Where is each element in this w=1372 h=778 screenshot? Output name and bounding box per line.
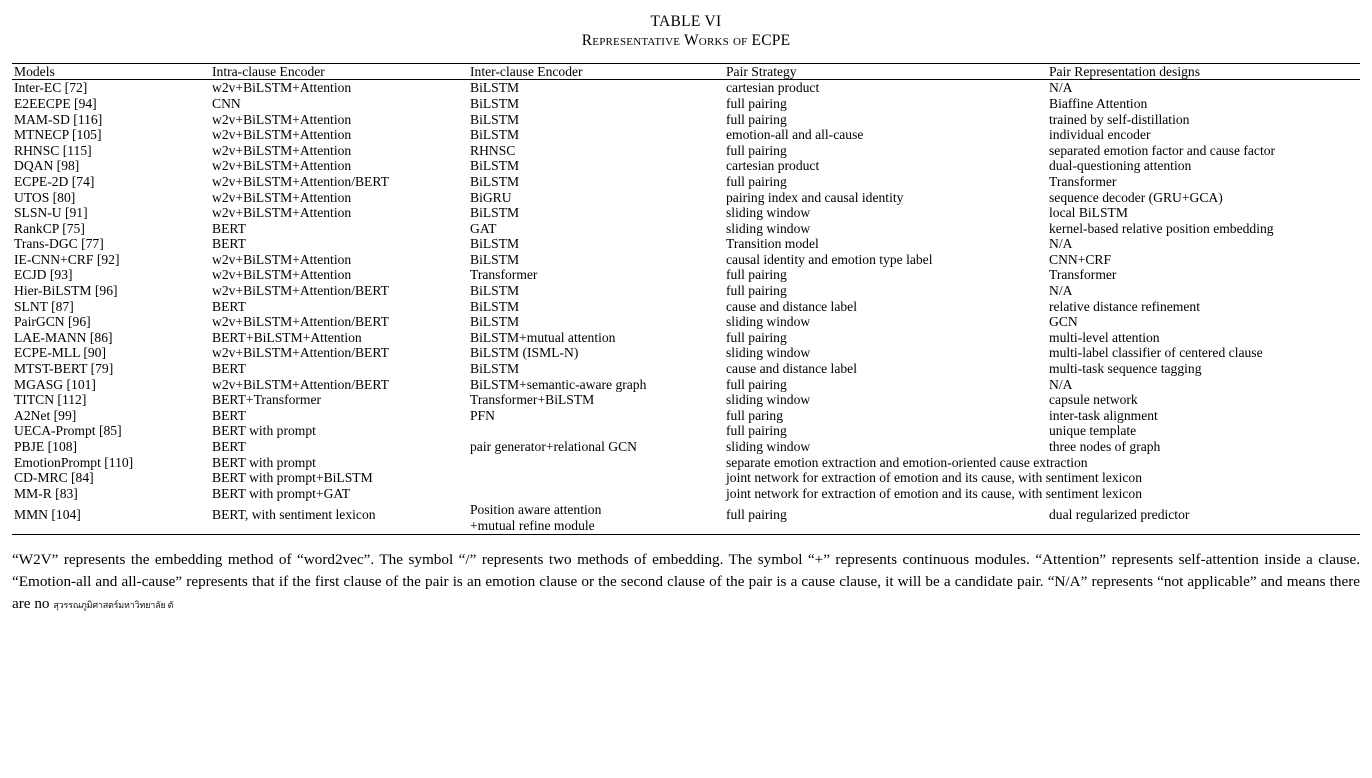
cell-merged-encoder: BERT with prompt [212, 423, 316, 439]
table-row [12, 377, 1360, 393]
cell-intra: BERT [212, 220, 246, 236]
cell-pair: full pairing [726, 376, 787, 392]
cell-intra: BERT [212, 298, 246, 314]
cell-model: MAM-SD [116] [14, 111, 103, 127]
cell-inter: BiLSTM [470, 95, 520, 111]
cell-inter: PFN [470, 407, 495, 423]
cell-inter: BiLSTM [470, 314, 520, 330]
cell-repr: Transformer [1049, 173, 1117, 189]
cell-model: DQAN [98] [14, 158, 80, 174]
cell-inter: Transformer [470, 267, 538, 283]
cell-inter: BiLSTM [470, 251, 520, 267]
cell-intra: w2v+BiLSTM+Attention [210, 80, 468, 96]
cell-pair: full pairing [726, 329, 787, 345]
table-caption [0, 12, 1372, 51]
cell-repr: three nodes of graph [1049, 439, 1161, 454]
cell-intra: CNN [212, 95, 241, 111]
table-row [12, 143, 1360, 159]
cell-intra: BERT, with sentiment lexicon [210, 501, 468, 534]
table-row [12, 80, 1360, 96]
cell-intra: w2v+BiLSTM+Attention [212, 127, 352, 143]
cell-repr: N/A [1049, 376, 1073, 392]
cell-pair: pairing index and causal identity [726, 189, 904, 205]
column-header-inter-clause-encoder: Inter-clause Encoder [468, 63, 724, 80]
page [0, 12, 1372, 778]
cell-pair: full pairing [724, 501, 1047, 534]
table-footnote [12, 549, 1360, 615]
cell-inter: GAT [470, 220, 497, 236]
cell-merged-encoder: BERT with prompt [212, 454, 316, 470]
cell-inter-line2: +mutual refine module [470, 517, 595, 533]
table-row [12, 392, 1360, 408]
cell-model: ECPE-MLL [90] [14, 345, 106, 361]
cell-pair: sliding window [726, 205, 811, 221]
table-row [12, 361, 1360, 377]
cell-repr: capsule network [1049, 392, 1138, 408]
cell-model: A2Net [99] [14, 407, 77, 423]
cell-intra: w2v+BiLSTM+Attention [212, 205, 352, 221]
cell-model: MMN [104] [12, 501, 210, 534]
cell-intra: BERT+Transformer [212, 392, 322, 408]
cell-model: RankCP [75] [14, 220, 85, 236]
cell-repr: trained by self-distillation [1049, 111, 1190, 127]
cell-intra: w2v+BiLSTM+Attention/BERT [212, 345, 389, 361]
cell-intra: w2v+BiLSTM+Attention [212, 267, 352, 283]
cell-inter: BiLSTM [470, 361, 520, 377]
cell-intra: w2v+BiLSTM+Attention/BERT [212, 314, 389, 330]
cell-intra: w2v+BiLSTM+Attention [212, 111, 352, 127]
cell-model: UTOS [80] [14, 189, 76, 205]
cell-pair: cause and distance label [726, 361, 857, 377]
table-row [12, 174, 1360, 190]
cell-intra: BERT [212, 236, 246, 252]
table-body [12, 80, 1360, 534]
cell-pair: sliding window [726, 439, 811, 454]
cell-pair: full pairing [726, 283, 787, 299]
table-row [12, 486, 1360, 502]
cell-inter: BiLSTM [470, 205, 520, 221]
cell-repr: CNN+CRF [1049, 251, 1112, 267]
cell-repr: dual-questioning attention [1049, 158, 1192, 174]
cell-inter: BiLSTM [468, 80, 724, 96]
cell-pair: sliding window [726, 392, 811, 408]
cell-pair: full pairing [726, 173, 787, 189]
cell-model: PBJE [108] [14, 439, 78, 454]
table-title: Representative Works of ECPE [581, 32, 791, 50]
cell-intra: w2v+BiLSTM+Attention [212, 251, 352, 267]
cell-model: SLSN-U [91] [14, 205, 88, 221]
cell-repr: unique template [1049, 423, 1137, 439]
table-number: TABLE VI [650, 13, 722, 30]
cell-model: EmotionPrompt [110] [14, 454, 134, 470]
cell-intra: w2v+BiLSTM+Attention/BERT [212, 376, 389, 392]
cell-repr: Transformer [1049, 267, 1117, 283]
cell-inter: BiLSTM+mutual attention [470, 329, 616, 345]
table-row [12, 423, 1360, 439]
cell-inter: BiGRU [470, 189, 512, 205]
table-row [12, 96, 1360, 112]
cell-repr: multi-label classifier of centered clause [1049, 345, 1263, 361]
cell-inter: BiLSTM (ISML-N) [470, 345, 579, 361]
cell-model: MM-R [83] [14, 485, 78, 501]
cell-pair: cartesian product [724, 80, 1047, 96]
table-row [12, 501, 1360, 534]
representative-works-table [12, 63, 1360, 535]
cell-intra: BERT [212, 407, 246, 423]
cell-model: IE-CNN+CRF [92] [14, 251, 120, 267]
cell-merged-strategy: joint network for extraction of emotion and its cause, with sentiment lexicon [726, 485, 1143, 501]
cell-model: MTNECP [105] [14, 127, 102, 143]
table-row [12, 330, 1360, 346]
table-row [12, 408, 1360, 424]
cell-model: LAE-MANN [86] [14, 329, 113, 345]
cell-model: Hier-BiLSTM [96] [14, 283, 118, 299]
cell-pair: emotion-all and all-cause [726, 127, 864, 143]
table-row [12, 283, 1360, 299]
column-header-pair-representation-designs: Pair Representation designs [1047, 63, 1360, 80]
cell-pair: sliding window [726, 345, 811, 361]
cell-inter-line1: Position aware attention [470, 502, 602, 518]
table-row [12, 439, 1360, 455]
cell-intra: BERT [212, 439, 246, 454]
cell-inter: BiLSTM [470, 173, 520, 189]
cell-inter: BiLSTM [470, 236, 520, 252]
cell-intra: w2v+BiLSTM+Attention [212, 142, 352, 158]
cell-repr: local BiLSTM [1049, 205, 1128, 221]
cell-repr: GCN [1049, 314, 1078, 330]
footnote-tail-text: สุวรรณภูมิศาสตร์มหาวิทยาลัย ตั [53, 599, 174, 610]
table-row [12, 112, 1360, 128]
table-row [12, 470, 1360, 486]
cell-merged-strategy: joint network for extraction of emotion and its cause, with sentiment lexicon [726, 470, 1143, 486]
cell-repr: individual encoder [1049, 127, 1151, 143]
table-row [12, 299, 1360, 315]
cell-inter: BiLSTM [470, 283, 520, 299]
cell-inter: BiLSTM [470, 111, 520, 127]
table-row [12, 267, 1360, 283]
cell-repr: relative distance refinement [1049, 298, 1200, 314]
table-row [12, 190, 1360, 206]
cell-intra: w2v+BiLSTM+Attention/BERT [212, 283, 389, 299]
cell-model: CD-MRC [84] [14, 470, 94, 486]
footnote-text: “W2V” represents the embedding method of “word2vec”. The symbol “/” represents two methods of embedding. The symbol “+” represents continuous modules. “Attention” represents self-attention inside a clause. “Emotion-all and all-cause” represents that if the first clause of the pair is an emotion clause or the second clause of the pair is a cause clause, it will be a candidate pair. “N/A” represents “not applicable” and means there are no [12, 550, 1360, 612]
cell-repr: separated emotion factor and cause factor [1049, 142, 1276, 158]
table-row [12, 127, 1360, 143]
cell-pair: sliding window [726, 220, 811, 236]
table-row [12, 205, 1360, 221]
table-header [12, 63, 1360, 80]
cell-pair: full pairing [726, 111, 787, 127]
cell-repr: multi-level attention [1049, 329, 1160, 345]
cell-model: RHNSC [115] [14, 142, 92, 158]
cell-model: MGASG [101] [14, 376, 96, 392]
cell-inter: BiLSTM [470, 158, 520, 174]
cell-pair: full pairing [726, 423, 787, 439]
cell-repr: N/A [1049, 283, 1073, 299]
cell-model: Trans-DGC [77] [14, 236, 104, 252]
cell-intra: BERT+BiLSTM+Attention [212, 329, 362, 345]
cell-merged-encoder: BERT with prompt+BiLSTM [212, 470, 373, 486]
cell-pair: full pairing [726, 95, 787, 111]
cell-model: TITCN [112] [14, 392, 87, 408]
table-container [12, 63, 1360, 535]
cell-intra: w2v+BiLSTM+Attention [212, 189, 352, 205]
table-row [12, 221, 1360, 237]
cell-intra: BERT [212, 361, 246, 377]
cell-inter: pair generator+relational GCN [470, 439, 637, 454]
cell-merged-encoder: BERT with prompt+GAT [212, 485, 351, 501]
cell-inter: RHNSC [470, 142, 516, 158]
cell-inter: BiLSTM+semantic-aware graph [470, 376, 647, 392]
cell-model: ECJD [93] [14, 267, 73, 283]
cell-intra: w2v+BiLSTM+Attention/BERT [212, 173, 389, 189]
cell-merged-strategy: separate emotion extraction and emotion-oriented cause extraction [726, 454, 1088, 470]
cell-pair: cause and distance label [726, 298, 857, 314]
cell-model: MTST-BERT [79] [14, 361, 114, 377]
cell-pair: Transition model [726, 236, 819, 252]
table-row [12, 455, 1360, 471]
table-row [12, 236, 1360, 252]
cell-model: SLNT [87] [14, 298, 74, 314]
cell-repr: dual regularized predictor [1047, 501, 1360, 534]
cell-inter: BiLSTM [470, 298, 520, 314]
cell-inter: BiLSTM [470, 127, 520, 143]
cell-inter: Transformer+BiLSTM [470, 392, 595, 408]
cell-model: Inter-EC [72] [12, 80, 210, 96]
cell-model: ECPE-2D [74] [14, 173, 95, 189]
table-row [12, 314, 1360, 330]
table-row [12, 345, 1360, 361]
cell-pair: cartesian product [726, 158, 820, 174]
cell-pair: full pairing [726, 267, 787, 283]
cell-repr: inter-task alignment [1049, 407, 1158, 423]
table-row [12, 158, 1360, 174]
cell-pair: full pairing [726, 142, 787, 158]
cell-model: E2EECPE [94] [14, 95, 97, 111]
cell-repr: N/A [1049, 236, 1073, 252]
cell-pair: full paring [726, 407, 784, 423]
cell-inter [468, 501, 724, 534]
cell-repr: Biaffine Attention [1049, 95, 1148, 111]
table-header-row [12, 63, 1360, 80]
cell-repr: kernel-based relative position embedding [1049, 220, 1274, 236]
column-header-pair-strategy: Pair Strategy [724, 63, 1047, 80]
cell-pair: causal identity and emotion type label [726, 251, 933, 267]
cell-pair: sliding window [726, 314, 811, 330]
cell-repr: sequence decoder (GRU+GCA) [1049, 189, 1223, 205]
cell-model: UECA-Prompt [85] [14, 423, 122, 439]
column-header-intra-clause-encoder: Intra-clause Encoder [210, 63, 468, 80]
cell-model: PairGCN [96] [14, 314, 91, 330]
cell-intra: w2v+BiLSTM+Attention [212, 158, 352, 174]
table-row [12, 252, 1360, 268]
cell-repr: multi-task sequence tagging [1049, 361, 1202, 377]
cell-repr: N/A [1047, 80, 1360, 96]
column-header-models: Models [12, 63, 210, 80]
